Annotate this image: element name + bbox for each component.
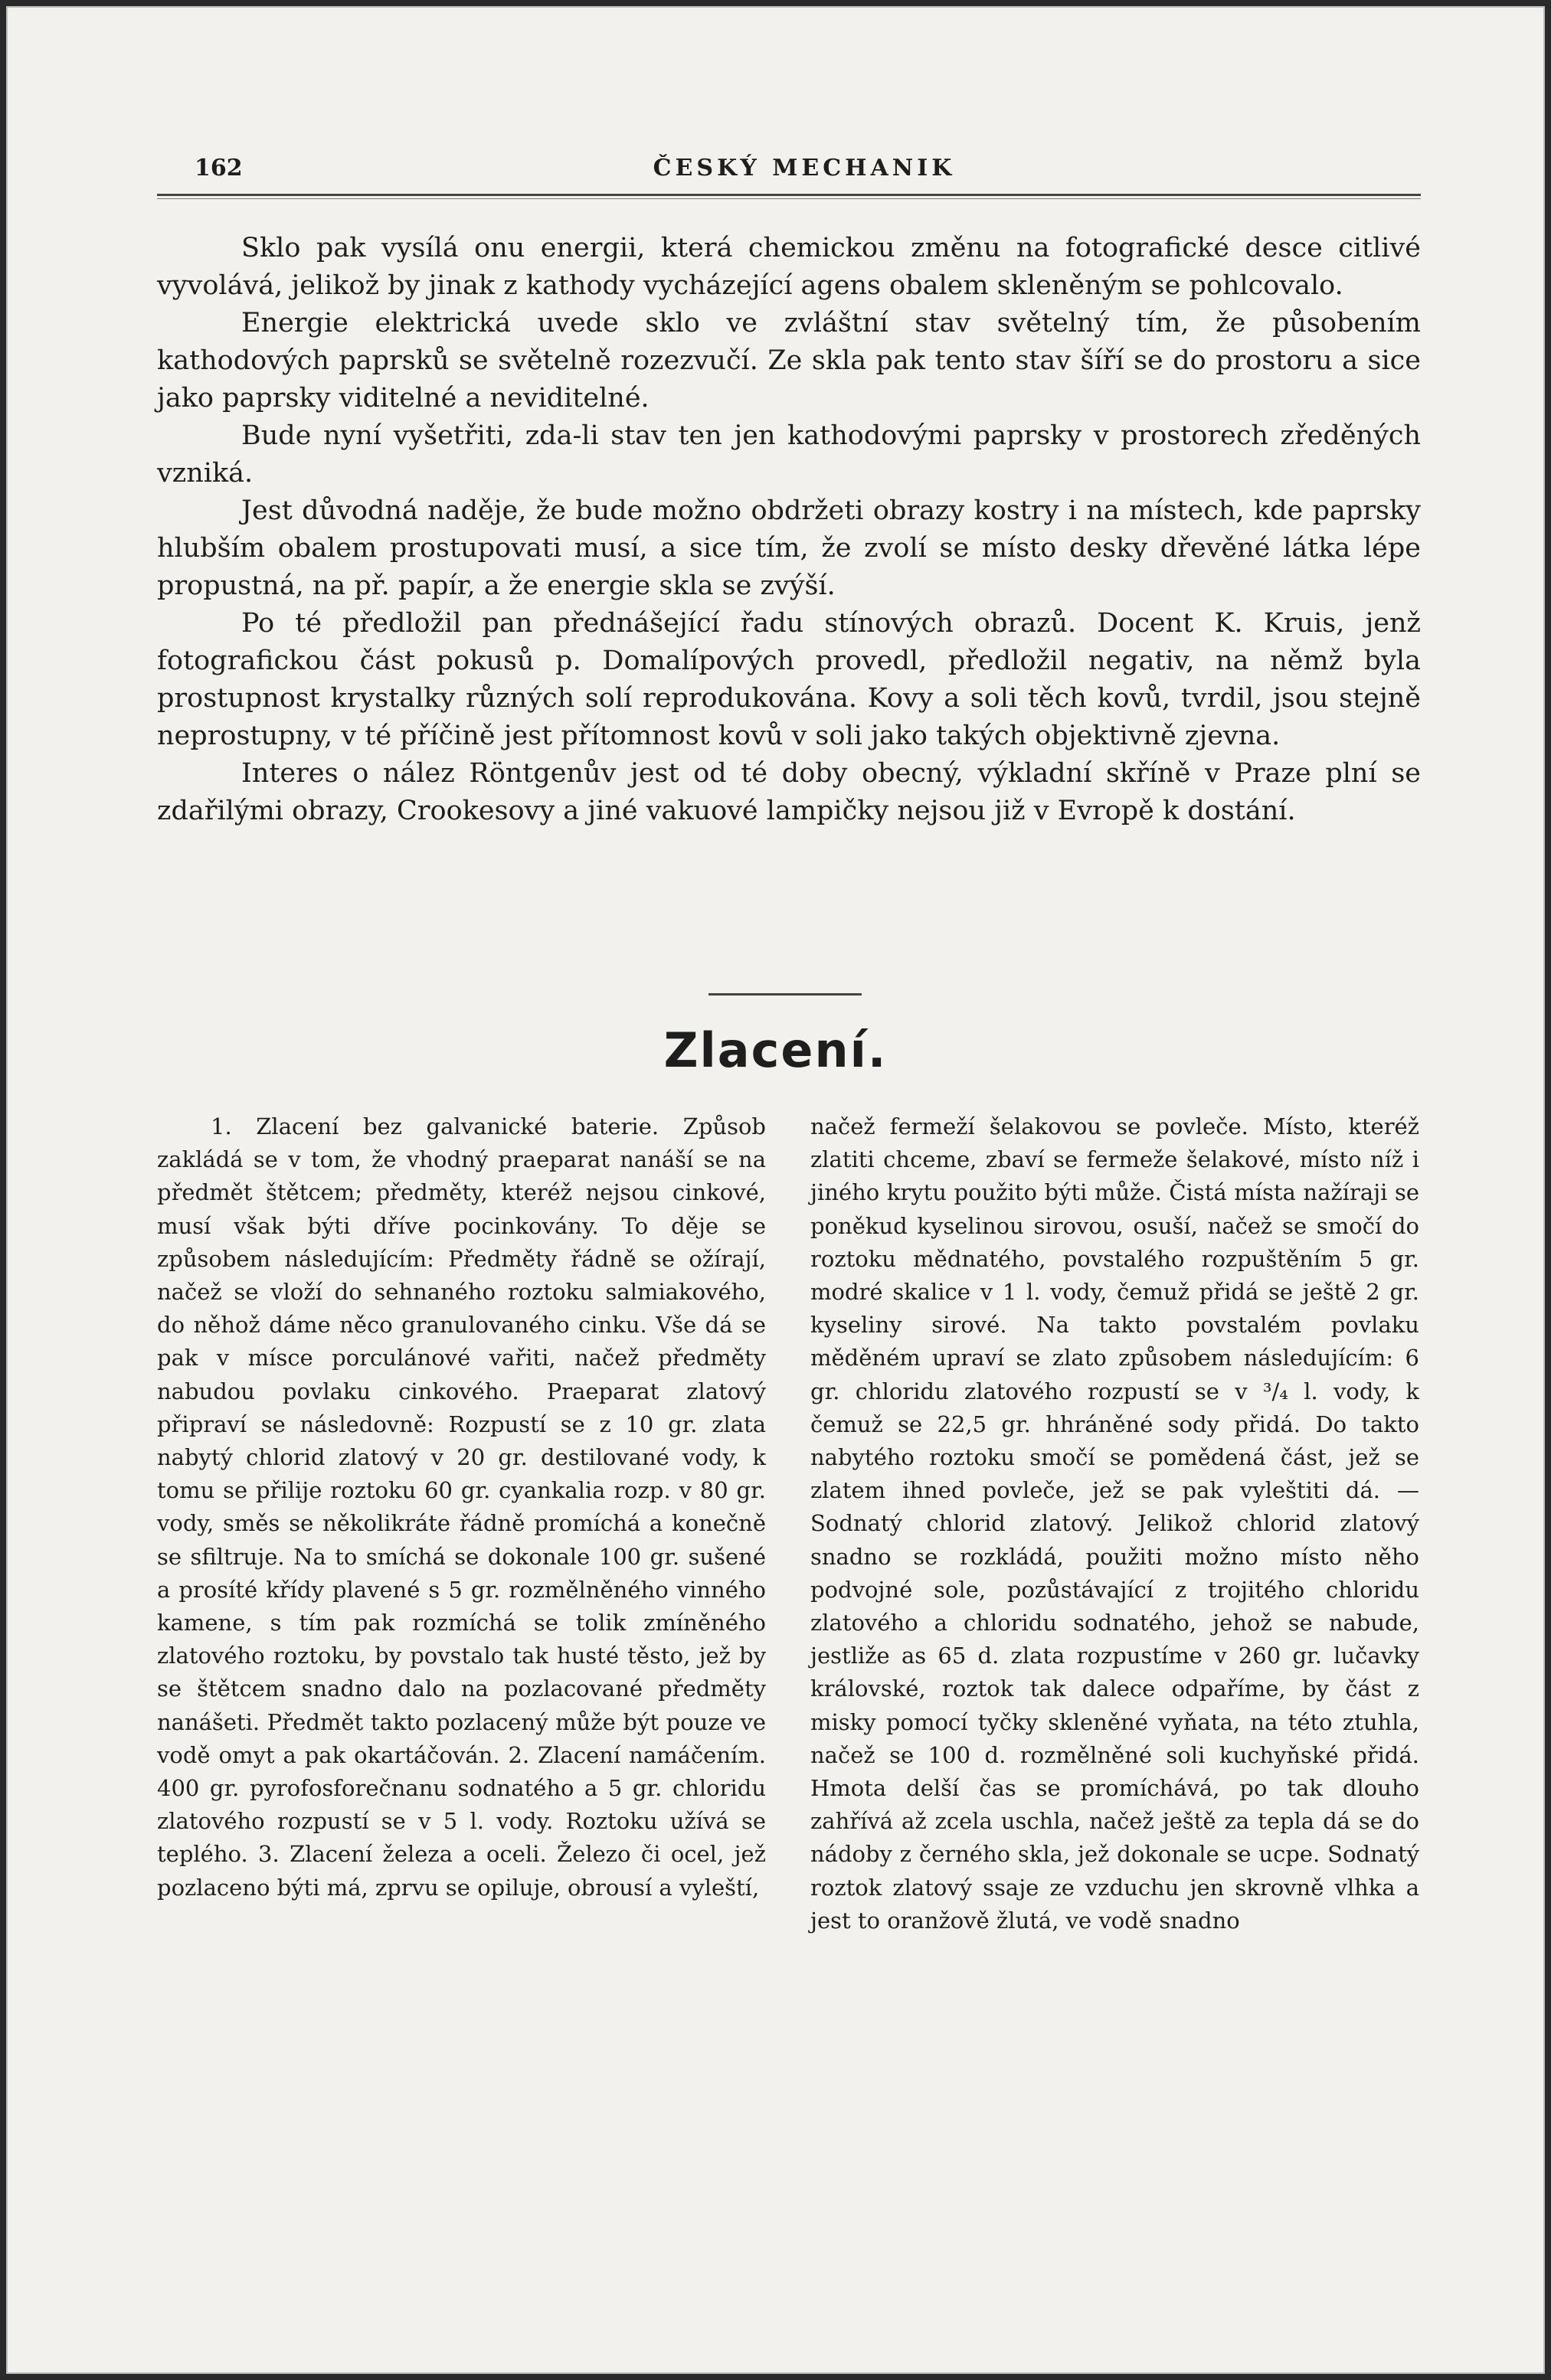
paragraph: Sklo pak vysílá onu energii, která chemickou změnu na fotografické desce citlivé vyvolává, jelikož by jinak z kathody vycházející agens obalem skleněným se pohlcovalo. xyxy=(157,233,1421,301)
paragraph: Interes o nález Röntgenův jest od té doby obecný, výkladní skříně v Praze plní se zdařilými obrazy, Crookesovy a jiné vakuové lampičky nejsou již v Evropě k dostání. xyxy=(157,758,1421,826)
header-rule-thin xyxy=(157,198,1421,199)
running-title: ČESKÝ MECHANIK xyxy=(653,155,956,181)
page-header xyxy=(176,155,1432,185)
intro-text xyxy=(157,230,1421,830)
paragraph: Jest důvodná naděje, že bude možno obdržeti obrazy kostry i na místech, kde paprsky hlubším obalem prostupovati musí, a sice tím, že zvolí se místo desky dřevěné látka lépe propustná, na př. papír, a že energie skla se zvýší. xyxy=(157,495,1421,601)
paragraph: Bude nyní vyšetřiti, zda-li stav ten jen kathodovými paprsky v prostorech zředěných vzniká. xyxy=(157,420,1421,489)
paragraph: Energie elektrická uvede sklo ve zvláštní stav světelný tím, že působením kathodových paprsků se světelně rozezvučí. Ze skla pak tento stav šíří se do prostoru a sice jako paprsky viditelné a neviditelné. xyxy=(157,308,1421,414)
section-separator xyxy=(708,993,862,995)
header-rule xyxy=(157,194,1421,196)
column-text: načež fermeží šelakovou se povleče. Místo, kteréž zlatiti chceme, zbaví se fermeže šelakové, místo níž i jiného krytu použito býti může. Čistá místa nažíraji se poněkud kyselinou sirovou, osuší, načež se smočí do roztoku mědnatého, povstalého rozpuštěním 5 gr. modré skalice v 1 l. vody, čemuž přidá se ještě 2 gr. kyseliny sirové. Na takto povstalém povlaku měděném upraví se zlato způsobem následujícím: 6 gr. chloridu zlatového rozpustí se v ³/₄ l. vody, k čemuž se 22,5 gr. hhráněné sody přidá. Do takto nabytého roztoku smočí se pomědená část, jež se zlatem ihned povleče, jež se pak vyleštiti dá. — Sodnatý chlorid zlatový. Jelikož chlorid zlatový snadno se rozkládá, použiti možno místo něho podvojné sole, pozůstávající z trojitého chloridu zlatového a chloridu sodnatého, jehož se nabude, jestliže as 65 d. zlata rozpustíme v 260 gr. lučavky královské, roztok tak dalece odpaříme, by část z misky pomocí tyčky skleněné vyňata, na této ztuhla, načež se 100 d. rozmělněné soli kuchyňské přidá. Hmota delší čas se promíchává, po tak dlouho zahřívá až zcela uschla, načež ještě za tepla dá se do nádoby z černého skla, jež dokonale se ucpe. Sodnatý roztok zlatový ssaje ze vzduchu jen skrovně vlhka a jest to oranžově žlutá, ve vodě snadno xyxy=(810,1113,1419,1934)
right-column xyxy=(810,1110,1419,1937)
section-title: Zlacení. xyxy=(663,1022,888,1078)
page-number: 162 xyxy=(195,155,243,181)
column-text: 1. Zlacení bez galvanické baterie. Způsob zakládá se v tom, že vhodný praeparat nanáší se na předmět štětcem; předměty, kteréž nejsou cinkové, musí však býti dříve pocinkovány. To děje se způsobem následujícím: Předměty řádně se ožírají, načež se vloží do sehnaného roztoku salmiakového, do něhož dáme něco granulovaného cinku. Vše dá se pak v mísce porculánové vařiti, načež předměty nabudou povlaku cinkového. Praeparat zlatový připraví se následovně: Rozpustí se z 10 gr. zlata nabytý chlorid zlatový v 20 gr. destilované vody, k tomu se přilije roztoku 60 gr. cyankalia rozp. v 80 gr. vody, směs se několikráte řádně promíchá a konečně se sfiltruje. Na to smíchá se dokonale 100 gr. sušené a prosíté křídy plavené s 5 gr. rozmělněného vinného kamene, s tím pak rozmíchá se tolik zmíněného zlatového roztoku, by povstalo tak husté těsto, jež by se štětcem snadno dalo na pozlacované předměty nanášeti. Předmět takto pozlacený může být pouze ve vodě omyt a pak okartáčován. 2. Zlacení namáčením. 400 gr. pyrofosforečnanu sodnatého a 5 gr. chloridu zlatového rozpustí se v 5 l. vody. Roztoku užívá se teplého. 3. Zlacení železa a oceli. Železo či ocel, jež pozlaceno býti má, zprvu se opiluje, obrousí a vyleští, xyxy=(157,1113,766,1901)
paragraph: Po té předložil pan přednášející řadu stínových obrazů. Docent K. Kruis, jenž fotografickou část pokusů p. Domalípových provedl, předložil negativ, na němž byla prostupnost krystalky různých solí reprodukována. Kovy a soli těch kovů, tvrdil, jsou stejně neprostupny, v té příčině jest přítomnost kovů v soli jako takých objektivně zjevna. xyxy=(157,608,1421,751)
left-column xyxy=(157,1110,766,1904)
